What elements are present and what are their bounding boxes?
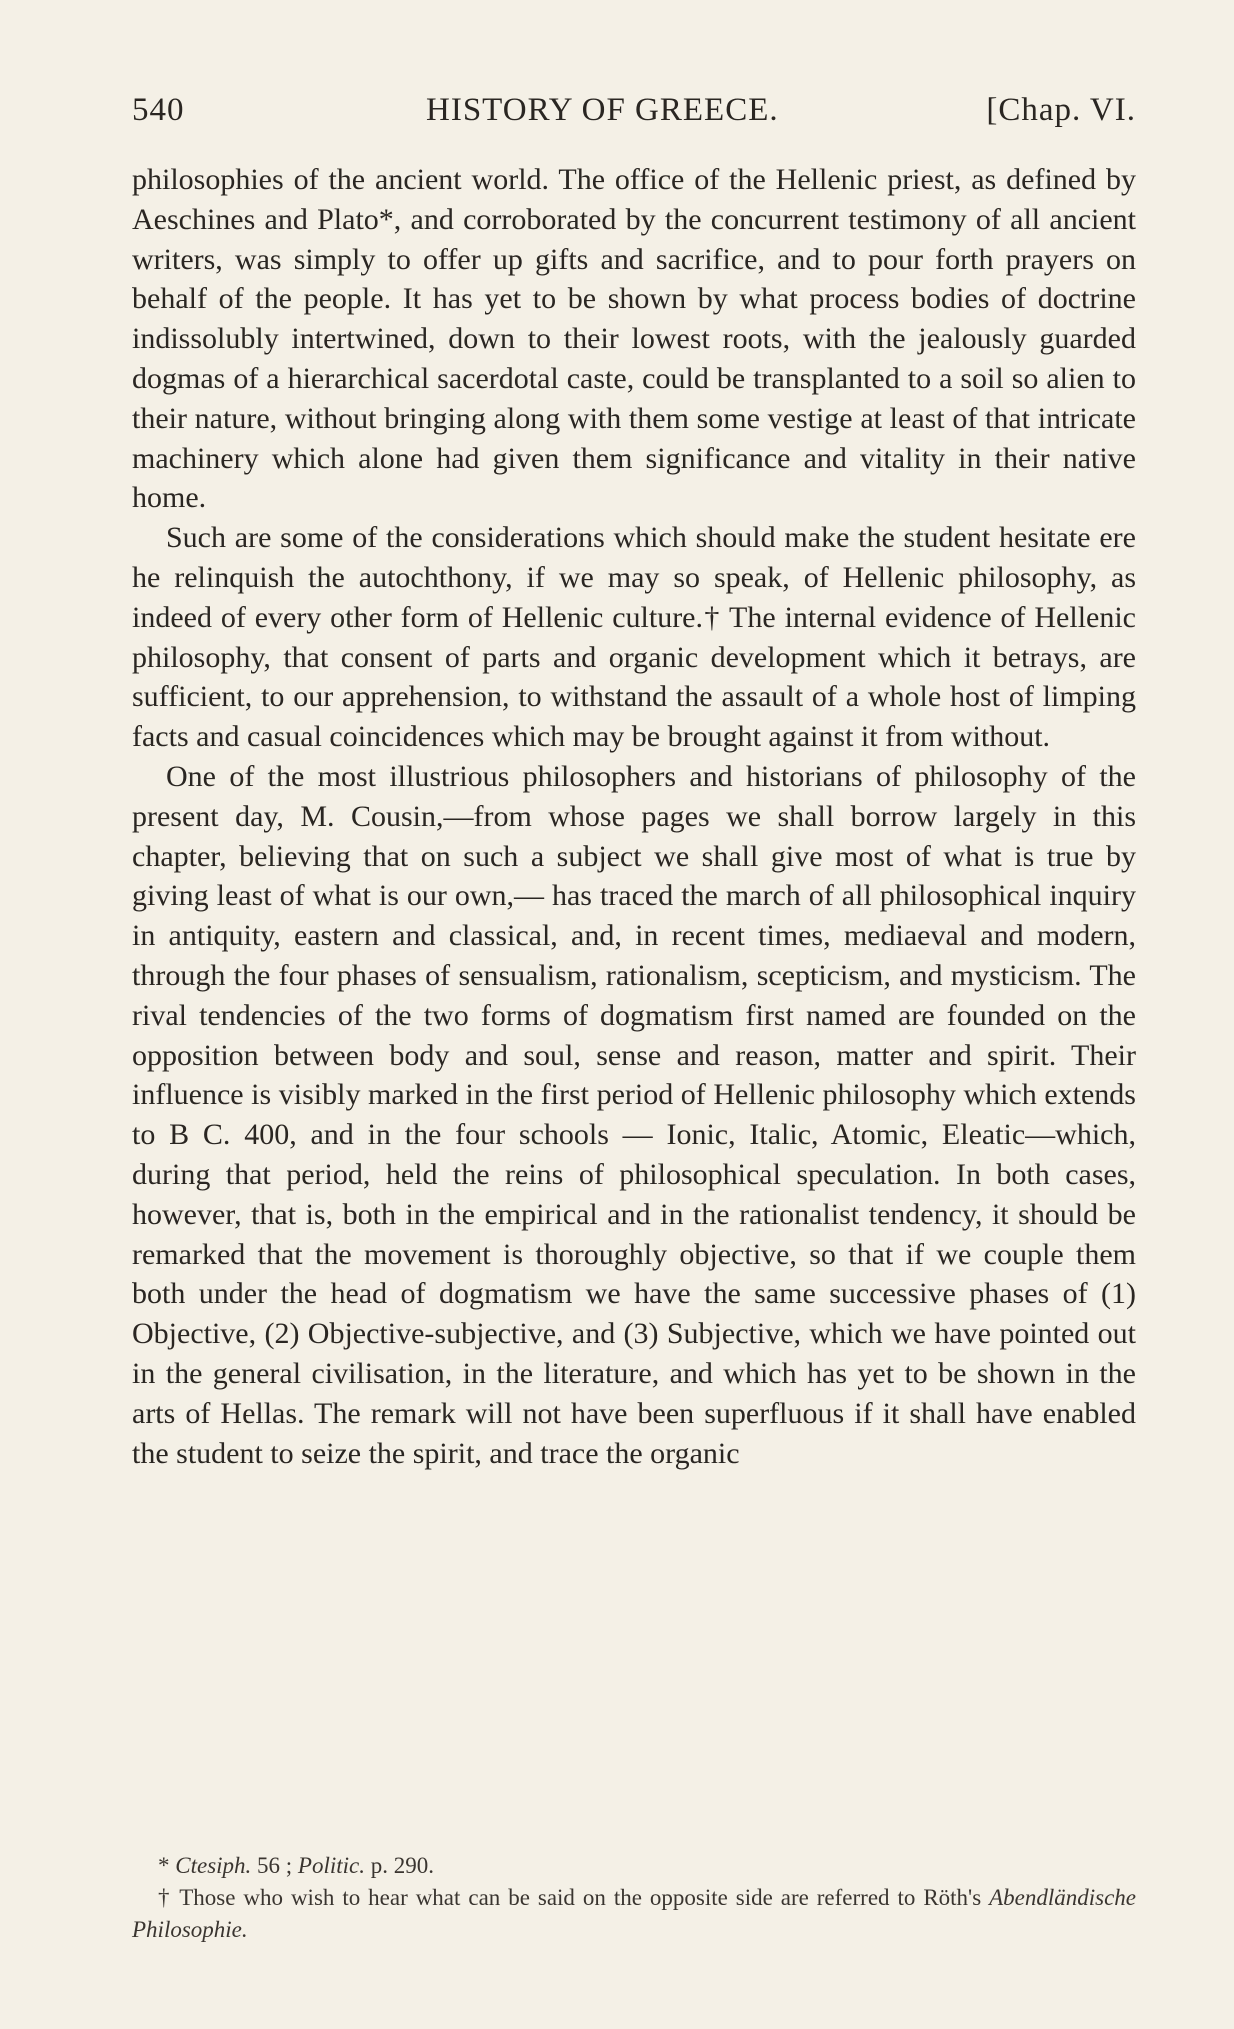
footnote-text: 56 ;	[251, 1853, 298, 1878]
footnote-citation: Abendländische Philosophie.	[132, 1885, 1136, 1942]
footnotes	[132, 1850, 1136, 1946]
page-number: 540	[132, 92, 185, 128]
footnote-text: p. 290.	[365, 1853, 434, 1878]
paragraph: One of the most illustrious philosophers and historians of philosophy of the present day, M. Cousin,—from whose pages we shall borrow largely in this chapter, believing that on such a subject we shall give most of what is true by giving least of what is our own,— has traced the march of all philosophical inquiry in antiquity, eastern and classical, and, in recent times, mediaeval and modern, through the four phases of sensualism, rationalism, scepticism, and mysticism. The rival tendencies of the two forms of dogmatism first named are founded on the opposition between body and soul, sense and reason, matter and spirit. Their influence is visibly marked in the first period of Hellenic philosophy which extends to B C. 400, and in the four schools — Ionic, Italic, Atomic, Eleatic—which, during that period, held the reins of philosophical speculation. In both cases, however, that is, both in the empirical and in the rationalist tendency, it should be remarked that the movement is thoroughly objective, so that if we couple them both under the head of dogmatism we have the same successive phases of (1) Objective, (2) Objective-subjective, and (3) Subjective, which we have pointed out in the general civilisation, in the literature, and which has yet to be shown in the arts of Hellas. The remark will not have been superfluous if it shall have enabled the student to seize the spirit, and trace the organic	[132, 759, 1136, 1470]
footnote-citation: Politic.	[297, 1853, 365, 1878]
running-header	[132, 92, 1136, 136]
footnote	[132, 1882, 1136, 1946]
footnote-mark: *	[158, 1853, 170, 1878]
paragraph: Such are some of the considerations which should make the student hesitate ere he relinquish the autochthony, if we may so speak, of Hellenic philosophy, as indeed of every other form of Hellenic culture.† The internal evidence of Hellenic philosophy, that consent of parts and organic development which it betrays, are sufficient, to our apprehension, to withstand the assault of a whole host of limping facts and casual coincidences which may be brought against it from without.	[132, 521, 1136, 754]
footnote-citation: Ctesiph.	[175, 1853, 252, 1878]
paragraph: philosophies of the ancient world. The office of the Hellenic priest, as defined by Aeschines and Plato*, and corroborated by the concurrent testimony of all ancient writers, was simply to offer up gifts and sacrifice, and to pour forth prayers on behalf of the people. It has yet to be shown by what process bodies of doctrine indissolubly intertwined, down to their lowest roots, with the jealously guarded dogmas of a hierarchical sacerdotal caste, could be transplanted to a soil so alien to their nature, without bringing along with them some vestige at least of that intricate machinery which alone had given them significance and vitality in their native home.	[132, 163, 1136, 515]
footnote-mark: †	[158, 1885, 172, 1910]
chapter-label: [Chap. VI.	[986, 92, 1136, 128]
body-text	[132, 160, 1136, 1473]
footnote	[132, 1850, 1136, 1882]
running-title: HISTORY OF GREECE.	[426, 92, 779, 128]
footnote-text: Those who wish to hear what can be said on the opposite side are referred to Röth's	[171, 1885, 990, 1910]
